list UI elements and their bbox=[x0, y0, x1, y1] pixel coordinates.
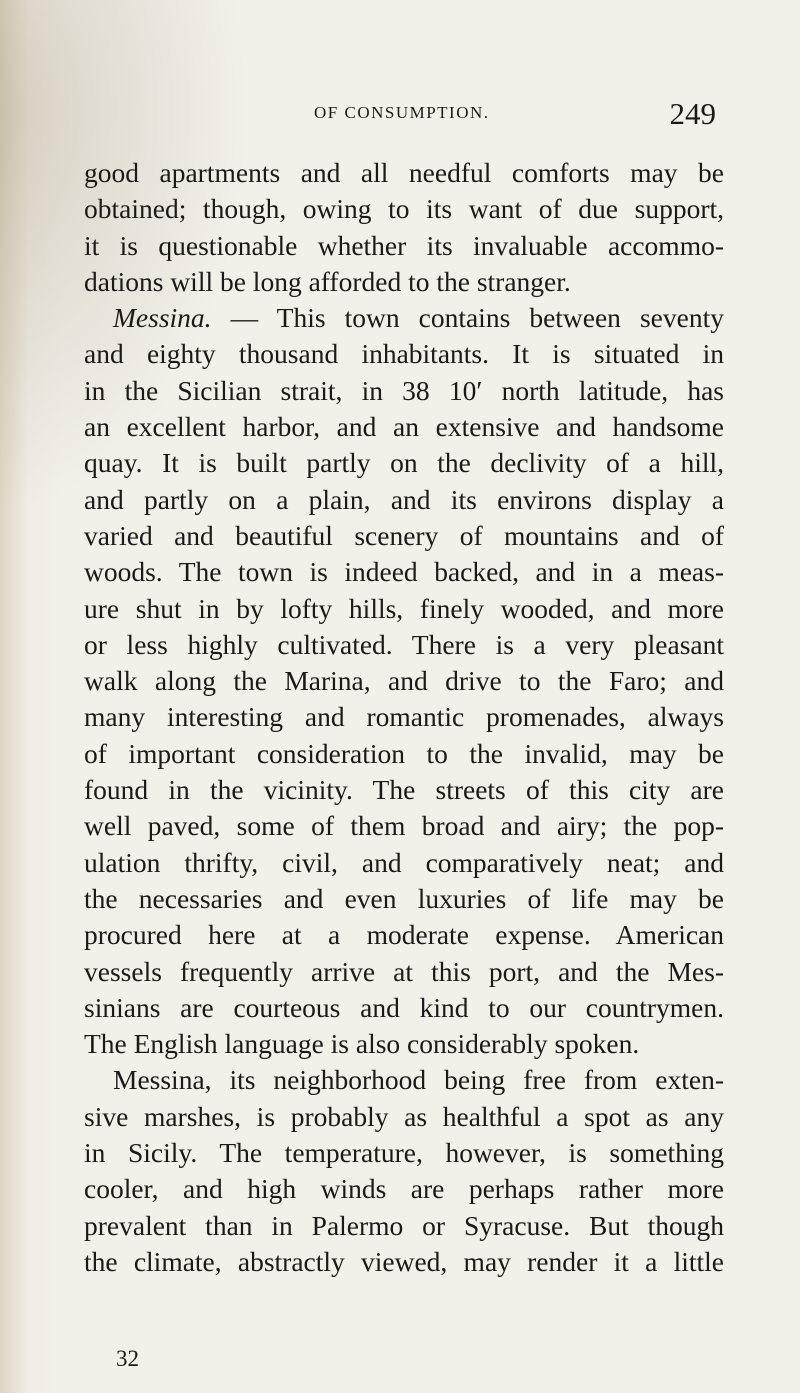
text-line: Messina. — This town contains between seventy bbox=[113, 302, 724, 334]
text-line: well paved, some of them broad and airy; the pop- bbox=[84, 810, 724, 842]
text-line: ure shut in by lofty hills, finely wooded, and more bbox=[84, 592, 724, 624]
running-title: OF CONSUMPTION. bbox=[314, 103, 490, 122]
text-line: cooler, and high winds are perhaps rather more bbox=[84, 1173, 724, 1205]
section-lead-messina: Messina. bbox=[113, 302, 212, 334]
text-line: the climate, abstractly viewed, may render it a little bbox=[84, 1245, 724, 1277]
text-line: many interesting and romantic promenades, always bbox=[84, 701, 724, 733]
text-line: The English language is also considerably spoken. bbox=[84, 1028, 640, 1060]
text-line: dations will be long afforded to the stranger. bbox=[84, 265, 571, 297]
text-line: found in the vicinity. The streets of this city are bbox=[84, 774, 724, 806]
body-text bbox=[84, 155, 724, 1280]
text-line: it is questionable whether its invaluable accommo- bbox=[84, 229, 724, 261]
text-line: sinians are courteous and kind to our countrymen. bbox=[84, 991, 724, 1023]
text-line: vessels frequently arrive at this port, and the Mes- bbox=[84, 955, 724, 987]
text-line: in Sicily. The temperature, however, is something bbox=[84, 1137, 724, 1169]
text-line: prevalent than in Palermo or Syracuse. But though bbox=[84, 1209, 724, 1241]
text-line: and eighty thousand inhabitants. It is situated in bbox=[84, 338, 724, 370]
text-line: an excellent harbor, and an extensive and handsome bbox=[84, 411, 724, 443]
running-head bbox=[84, 96, 716, 135]
text-line: walk along the Marina, and drive to the Faro; and bbox=[84, 665, 724, 697]
text-line: the necessaries and even luxuries of life may be bbox=[84, 882, 724, 914]
text-line: of important consideration to the invalid, may be bbox=[84, 737, 724, 769]
text-line: in the Sicilian strait, in 38 10′ north latitude, has bbox=[84, 374, 724, 406]
text-line: Messina, its neighborhood being free from exten- bbox=[113, 1064, 724, 1096]
text-line: sive marshes, is probably as healthful a spot as any bbox=[84, 1100, 724, 1132]
text-line: or less highly cultivated. There is a very pleasant bbox=[84, 628, 724, 660]
text-line: varied and beautiful scenery of mountains and of bbox=[84, 519, 724, 551]
text-line: procured here at a moderate expense. American bbox=[84, 919, 724, 951]
signature-mark: 32 bbox=[116, 1346, 139, 1371]
text-line: ulation thrifty, civil, and comparatively neat; and bbox=[84, 846, 724, 878]
text-line: good apartments and all needful comforts may be bbox=[84, 157, 724, 188]
text-line: obtained; though, owing to its want of due support, bbox=[84, 193, 724, 225]
text-line: woods. The town is indeed backed, and in a meas- bbox=[84, 556, 724, 588]
text-line: and partly on a plain, and its environs display a bbox=[84, 483, 724, 515]
text-line: quay. It is built partly on the declivity of a hill, bbox=[84, 447, 724, 479]
page-number: 249 bbox=[669, 96, 716, 131]
